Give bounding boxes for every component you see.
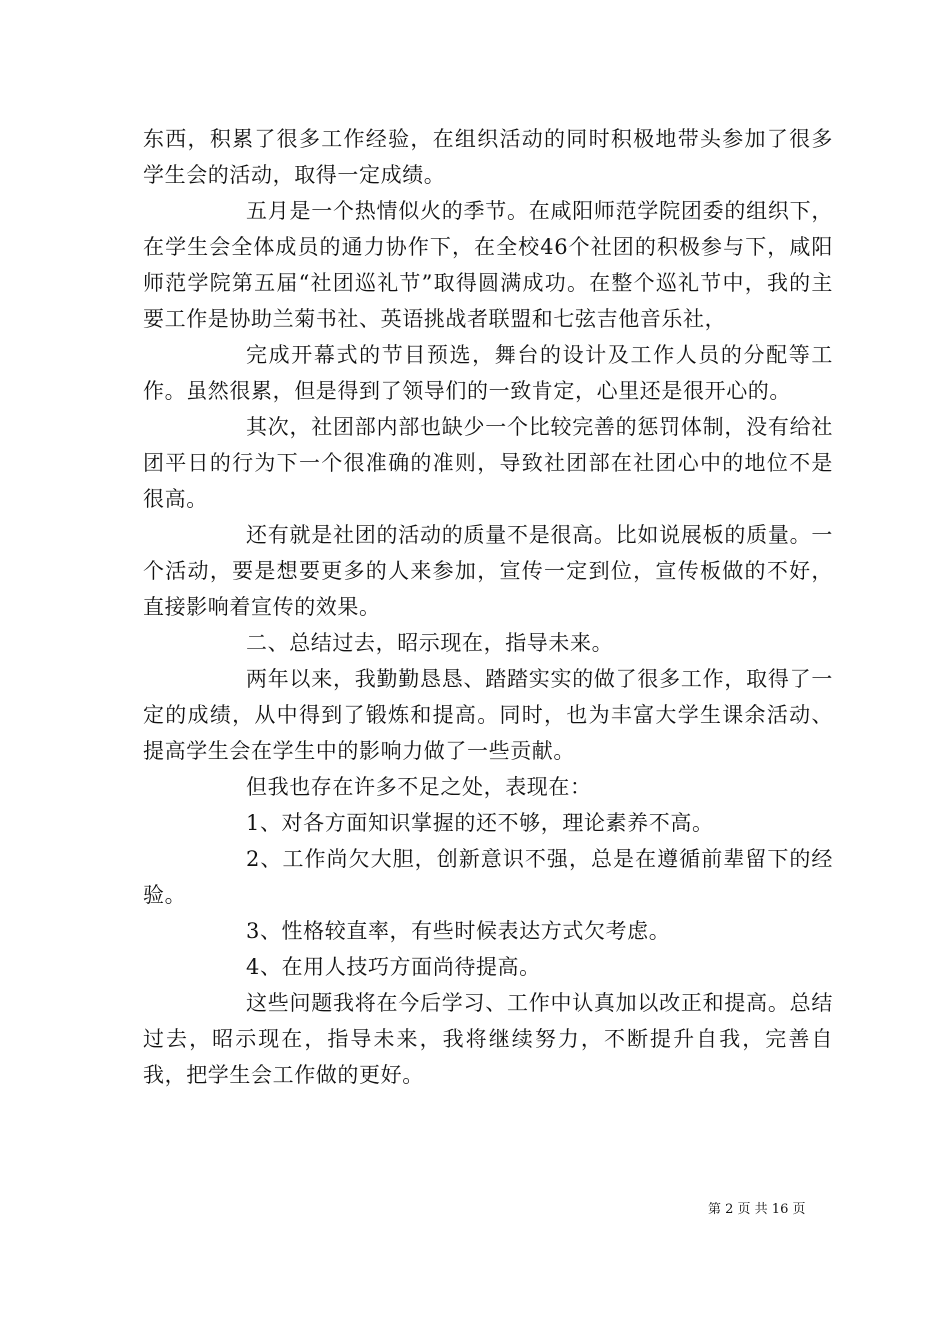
paragraph-2: 五月是一个热情似火的季节。在咸阳师范学院团委的组织下，在学生会全体成员的通力协作下，在全校46个社团的积极参与下，咸阳师范学院第五届“社团巡礼节”取得圆满成功。在整个巡礼节中，我的主要工作是协助兰菊书社、英语挑战者联盟和七弦吉他音乐社， xyxy=(143,199,833,331)
document-body xyxy=(143,121,833,1093)
paragraph-8: 但我也存在许多不足之处，表现在： xyxy=(246,775,592,799)
list-item-1: 1、对各方面知识掌握的还不够，理论素养不高。 xyxy=(246,811,714,835)
list-item-2: 2、工作尚欠大胆，创新意识不强，总是在遵循前辈留下的经验。 xyxy=(143,847,833,907)
paragraph-1: 东西，积累了很多工作经验，在组织活动的同时积极地带头参加了很多学生会的活动，取得一定成绩。 xyxy=(143,127,833,187)
list-item-4: 4、在用人技巧方面尚待提高。 xyxy=(246,955,541,979)
paragraph-5: 还有就是社团的活动的质量不是很高。比如说展板的质量。一个活动，要是想要更多的人来参加，宣传一定到位，宣传板做的不好，直接影响着宣传的效果。 xyxy=(143,523,833,619)
page-number: 第 2 页 共 16 页 xyxy=(708,1202,806,1217)
paragraph-4: 其次，社团部内部也缺少一个比较完善的惩罚体制，没有给社团平日的行为下一个很准确的准则，导致社团部在社团心中的地位不是很高。 xyxy=(143,415,833,511)
paragraph-7: 两年以来，我勤勤恳恳、踏踏实实的做了很多工作，取得了一定的成绩，从中得到了锻炼和提高。同时，也为丰富大学生课余活动、提高学生会在学生中的影响力做了一些贡献。 xyxy=(143,667,833,763)
paragraph-3: 完成开幕式的节目预选，舞台的设计及工作人员的分配等工作。虽然很累，但是得到了领导们的一致肯定，心里还是很开心的。 xyxy=(143,343,833,403)
section-heading: 二、总结过去，昭示现在，指导未来。 xyxy=(246,631,614,655)
list-item-3: 3、性格较直率，有些时候表达方式欠考虑。 xyxy=(246,919,671,943)
closing-paragraph: 这些问题我将在今后学习、工作中认真加以改正和提高。总结过去，昭示现在，指导未来，我将继续努力，不断提升自我，完善自我，把学生会工作做的更好。 xyxy=(143,991,833,1087)
